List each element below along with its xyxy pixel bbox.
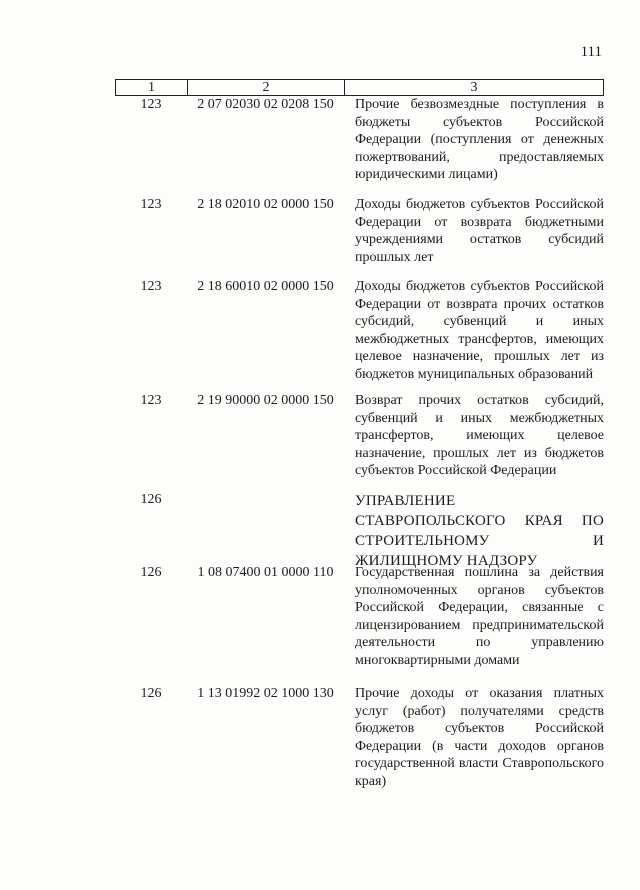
table-row <box>115 564 604 685</box>
table-header-row <box>115 79 604 96</box>
revenue-code-cell: 2 18 60010 02 0000 150 <box>197 279 334 294</box>
column-header-revenue-name: 3 <box>470 80 478 95</box>
administrator-name-heading: УПРАВЛЕНИЕ СТАВРОПОЛЬСКОГО КРАЯ ПО СТРОИТЕЛЬНОМУ И ЖИЛИЩНОМУ НАДЗОРУ <box>355 493 604 569</box>
revenue-name-cell: Прочие доходы от оказания платных услуг (работ) получателями средств бюджетов субъектов Российской Федерации (в части доходов органов государственной власти Ставропольского края) <box>355 686 604 789</box>
page-number: 111 <box>580 44 602 60</box>
table-row <box>115 278 604 392</box>
revenue-code-cell: 1 13 01992 02 1000 130 <box>197 686 334 701</box>
table-row <box>115 96 604 196</box>
revenue-code-cell: 2 07 02030 02 0208 150 <box>197 97 334 112</box>
revenue-code-cell: 2 18 02010 02 0000 150 <box>197 197 334 212</box>
admin-code-cell: 123 <box>140 279 162 294</box>
revenue-name-cell: Прочие безвозмездные поступления в бюджеты субъектов Российской Федерации (поступления от денежных пожертвований, предоставляемых юридическими лицами) <box>355 97 604 182</box>
table-row <box>115 392 604 491</box>
admin-code-cell: 126 <box>140 492 162 507</box>
admin-code-cell: 123 <box>140 97 162 112</box>
revenue-name-cell: Государственная пошлина за действия уполномоченных органов субъектов Российской Федерации, связанные с лицензированием предпринимательской деятельности по управлению многоквартирными домами <box>355 565 604 668</box>
table-row-section-heading <box>115 491 604 569</box>
revenue-name-cell: Доходы бюджетов субъектов Российской Федерации от возврата прочих остатков субсидий, субвенций и иных межбюджетных трансфертов, имеющих целевое назначение, прошлых лет из бюджетов муниципальных образований <box>355 279 604 382</box>
admin-code-cell: 126 <box>140 565 162 580</box>
admin-code-cell: 123 <box>140 197 162 212</box>
revenue-name-cell: Возврат прочих остатков субсидий, субвенций и иных межбюджетных трансфертов, имеющих целевое назначение, прошлых лет из бюджетов субъектов Российской Федерации <box>355 393 604 478</box>
admin-code-cell: 126 <box>140 686 162 701</box>
column-header-admin-code: 1 <box>116 80 188 95</box>
admin-code-cell: 123 <box>140 393 162 408</box>
table-body <box>115 96 604 825</box>
revenue-code-cell: 1 08 07400 01 0000 110 <box>197 565 334 580</box>
table-row <box>115 196 604 278</box>
table-row <box>115 685 604 825</box>
revenue-code-cell: 2 19 90000 02 0000 150 <box>197 393 334 408</box>
revenue-name-cell: Доходы бюджетов субъектов Российской Федерации от возврата бюджетными учреждениями остатков субсидий прошлых лет <box>355 197 604 265</box>
column-header-revenue-code: 2 <box>188 80 345 95</box>
